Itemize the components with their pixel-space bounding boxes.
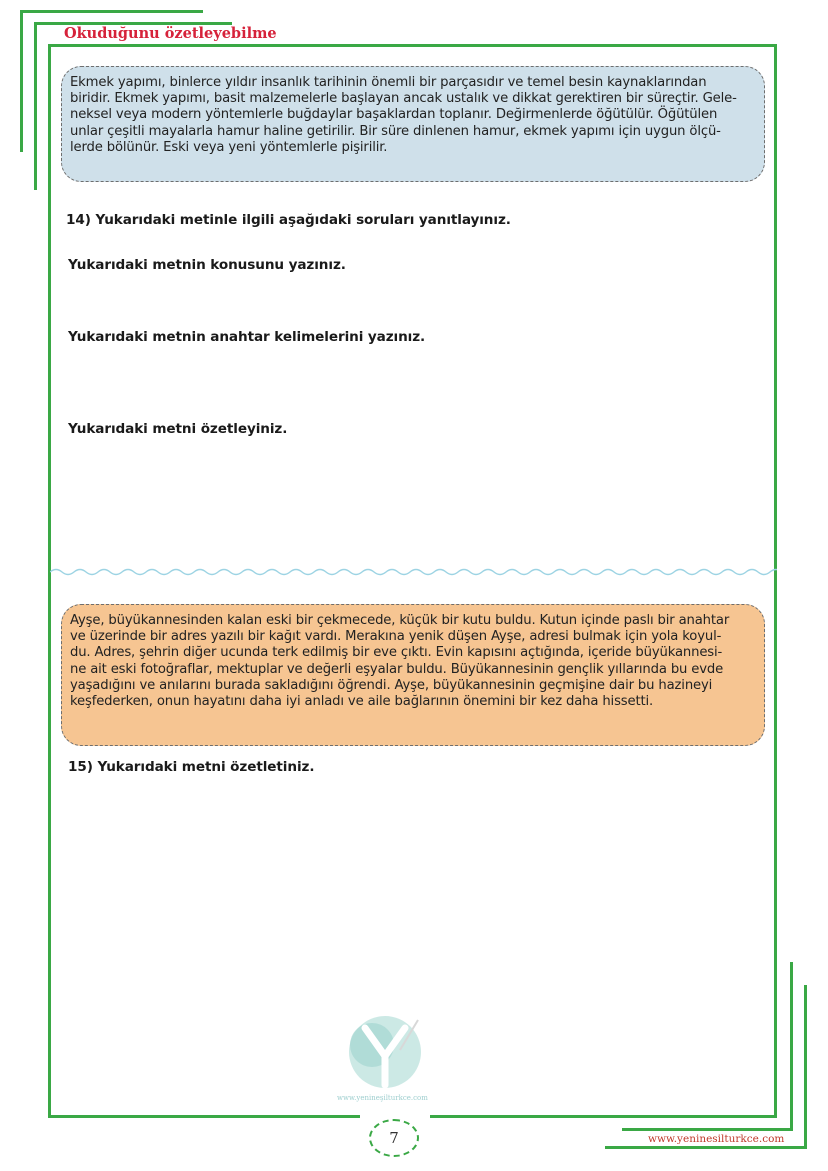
passage-line: keşfederken, onun hayatını daha iyi anladı ve aile bağlarının önemini bir kez daha hissetti. [70,694,654,710]
frame-line [790,962,793,1130]
passage-line: biridir. Ekmek yapımı, basit malzemelerle başlayan ancak ustalık ve dikkat gerektiren bir süreçtir. Gele- [70,91,737,107]
footer-website[interactable]: www.yeninesilturkce.com [648,1133,785,1145]
question-14-keywords-prompt: Yukarıdaki metnin anahtar kelimelerini yazınız. [68,329,426,345]
passage-line: unlar çeşitli mayalarla hamur haline getirilir. Bir süre dinlenen hamur, ekmek yapımı için uygun ölçü- [70,123,721,139]
passage-line: du. Adres, şehrin diğer ucunda terk edilmiş bir eve çıktı. Evin kapısını açtığında, içeride büyükannesi- [70,645,723,661]
question-14-topic-prompt: Yukarıdaki metnin konusunu yazınız. [68,257,346,273]
page-number: 7 [369,1119,419,1157]
watermark-logo-icon [330,1010,440,1100]
passage-line: lerde bölünür. Eski veya yeni yöntemlerle pişirilir. [70,139,388,155]
passage-line: neksel veya modern yöntemlerle buğdaylar başaklardan toplanır. Değirmenlerde öğütülür. Öğütülen [70,107,718,123]
watermark-text: www.yenineşilturkce.com [337,1094,428,1102]
passage-line: ne ait eski fotoğraflar, mektuplar ve değerli eşyalar buldu. Büyükannesinin gençlik yıllarında bu evde [70,661,724,677]
frame-line [48,44,777,47]
frame-line [804,985,807,1148]
frame-line [430,1115,777,1118]
frame-line [20,10,23,152]
reading-passage-bread [61,66,765,182]
wavy-divider [50,566,777,578]
passage-line: ve üzerinde bir adres yazılı bir kağıt vardı. Merakına yenik düşen Ayşe, adresi bulmak için yola koyul- [70,629,722,645]
frame-line [622,1128,793,1131]
passage-line: Ayşe, büyükannesinden kalan eski bir çekmecede, küçük bir kutu buldu. Kutun içinde paslı bir anahtar [70,613,730,628]
page-title: Okuduğunu özetleyebilme [64,25,277,42]
frame-line [34,22,37,190]
frame-line [48,44,51,1118]
frame-line [605,1146,807,1149]
passage-line: yaşadığını ve anılarını burada sakladığını öğrendi. Ayşe, büyükannesinin geçmişine dair bu hazineyi [70,677,713,693]
frame-line [20,10,203,13]
reading-passage-ayse [61,604,765,746]
passage-line: Ekmek yapımı, binlerce yıldır insanlık tarihinin önemli bir parçasıdır ve temel besin kaynaklarından [70,75,707,90]
frame-line [774,44,777,1118]
question-15-heading: 15) Yukarıdaki metni özetletiniz. [68,759,315,775]
question-14-heading: 14) Yukarıdaki metinle ilgili aşağıdaki soruları yanıtlayınız. [66,212,511,228]
question-14-summary-prompt: Yukarıdaki metni özetleyiniz. [68,421,288,437]
frame-line [48,1115,360,1118]
